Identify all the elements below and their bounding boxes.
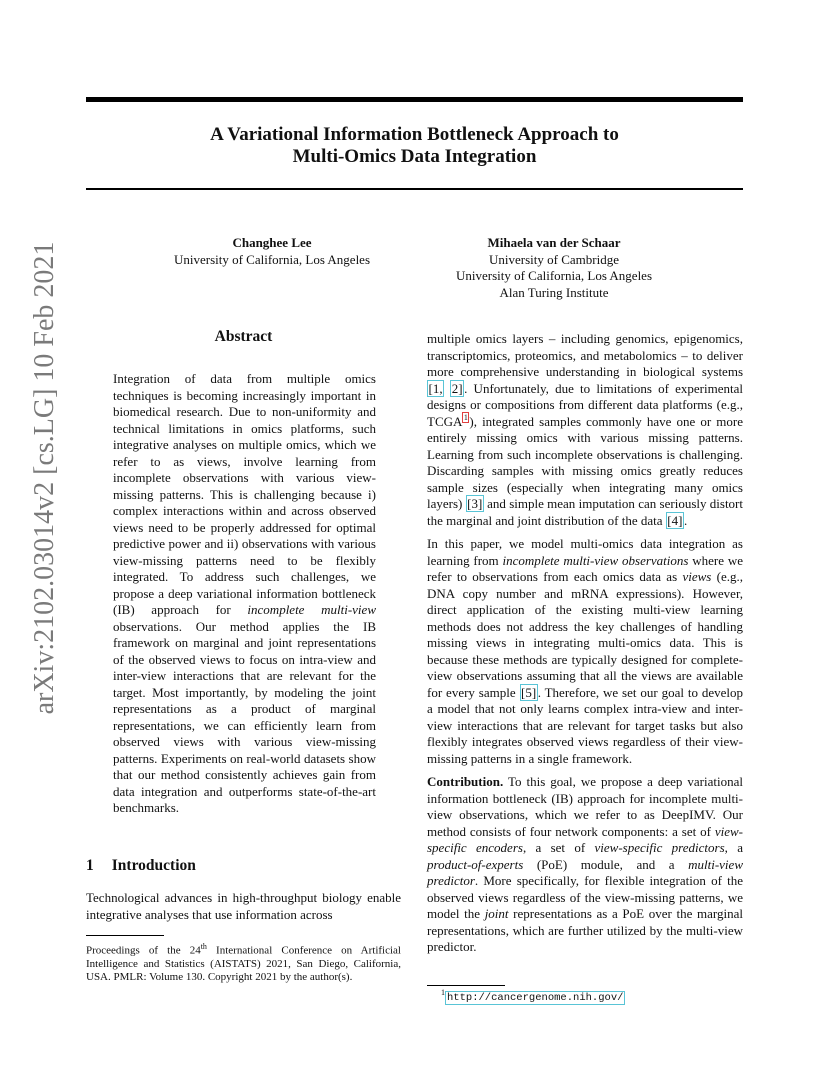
- citation-link[interactable]: [4]: [667, 512, 683, 528]
- proceedings-footnote: Proceedings of the 24th International Conference on Artificial Intelligence and Statistics (AISTATS) 2021, San Diego, California, USA. PMLR: Volume 130. Copyright 2021 by the author(s).: [86, 942, 401, 984]
- intro-body: [86, 890, 401, 930]
- abstract-heading: Abstract: [214, 328, 273, 345]
- title-rule: [86, 188, 743, 190]
- abstract-body: [113, 371, 376, 824]
- section-heading-introduction: [86, 857, 196, 875]
- author-block-1: [150, 235, 394, 268]
- section-title: Introduction: [111, 857, 196, 874]
- citation-link[interactable]: 2]: [451, 380, 463, 396]
- footnote-url-link[interactable]: http://cancergenome.nih.gov/: [447, 991, 624, 1004]
- section-number: 1: [86, 857, 94, 874]
- author-affiliation: University of California, Los Angeles: [173, 251, 371, 267]
- intro-paragraph: Technological advances in high-throughput biology enable integrative analyses that use information across: [86, 890, 401, 922]
- author-name: Changhee Lee: [232, 235, 312, 250]
- citation-link[interactable]: [3]: [467, 496, 483, 511]
- right-paragraph-1: multiple omics layers – including genomics, epigenomics, transcriptomics, proteomics, and metabolomics – to deliver more comprehensive understanding in biological systems [1, 2] . Unfortunately, due to limitations of experimental designs or compositions from different data platforms (e.g., TCGA $^1$ ), integrated samples commonly have one or more entirely missing omics with various missing patterns. Learning from such incomplete observations is challenging. Discarding samples with missing omics greatly reduces sample sizes (especially when integrating many omics layers) [3] and simple mean imputation can seriously distort the marginal and joint distribution of the data [4] .: [427, 331, 744, 528]
- url-footnote: [441, 988, 625, 1004]
- arxiv-id: arXiv:2102.03014v2 [cs.LG] 10 Feb 2021: [29, 241, 60, 715]
- abstract-paragraph: Integration of data from multiple omics techniques is becoming increasingly important in biomedical research. Due to non-uniformity and technical limitations in omics platforms, such integrative analyses on multiple omics, which we refer to as views, involve learning from incomplete observations with various view-missing patterns. This is challenging because i) complex interactions within and across observed views need to be properly addressed for optimal predictive power and ii) observations with various view-missing patterns need to be flexibly integrated. To address such challenges, we propose a deep variational information bottleneck (IB) approach for incomplete multi-view observations. Our method applies the IB framework on marginal and joint representations of the observed views to focus on intra-view and inter-view interactions that are relevant for the target. Most importantly, by modeling the joint representations as a product of marginal representations, we can efficiently learn from observed views with various view-missing patterns. Experiments on real-world datasets show that our method consistently achieves gain from data integration and outperforms state-of-the-art benchmarks.: [113, 371, 376, 815]
- author-affiliation: Alan Turing Institute: [499, 284, 609, 300]
- author-block-2: [424, 235, 684, 301]
- footnote-mark: 1: [441, 988, 445, 997]
- footnote-link[interactable]: 1: [463, 413, 468, 423]
- top-rule: [86, 97, 743, 102]
- author-affiliation: University of California, Los Angeles: [455, 268, 653, 283]
- footnote-rule-right: [427, 985, 505, 986]
- citation-link[interactable]: [1,: [428, 380, 443, 396]
- title-line-1: A Variational Information Bottleneck Approach to: [210, 124, 619, 145]
- paper-title: [86, 124, 743, 168]
- author-name: Mihaela van der Schaar: [487, 235, 621, 250]
- footnote-rule-left: [86, 935, 164, 936]
- paragraph-run-in-heading: Contribution.: [427, 774, 504, 789]
- title-line-2: Multi-Omics Data Integration: [292, 146, 537, 167]
- citation-link[interactable]: [5]: [521, 684, 537, 700]
- right-paragraph-3: Contribution. To this goal, we propose a deep variational information bottleneck (IB) approach for incomplete multi-view observations, which we refer to as DeepIMV. Our method consists of four network components: a set of view-specific encoders, a set of view-specific predictors, a product-of-experts (PoE) module, and a multi-view predictor. More specifically, for flexible integration of the observed views regardless of the view-missing patterns, we model the joint representations as a PoE over the marginal representations, which are further utilized by the multi-view predictor.: [427, 774, 743, 954]
- right-column: [427, 331, 743, 963]
- author-affiliation: University of Cambridge: [489, 251, 619, 267]
- right-paragraph-2: In this paper, we model multi-omics data integration as learning from incomplete multi-view observations where we refer to observations from each omics data as views (e.g., DNA copy number and mRNA expressions). However, direct application of the existing multi-view learning methods does not address the key challenges of handling missing views in integrating multi-omics data. This is because these methods are typically designed for complete-view observations assuming that all the views are available for every sample [5] . Therefore, we set our goal to develop a model that not only learns complex intra-view and inter-view interactions that are relevant for target tasks but also flexibly integrates observed views regardless of their view-missing patterns in a single framework.: [427, 536, 744, 766]
